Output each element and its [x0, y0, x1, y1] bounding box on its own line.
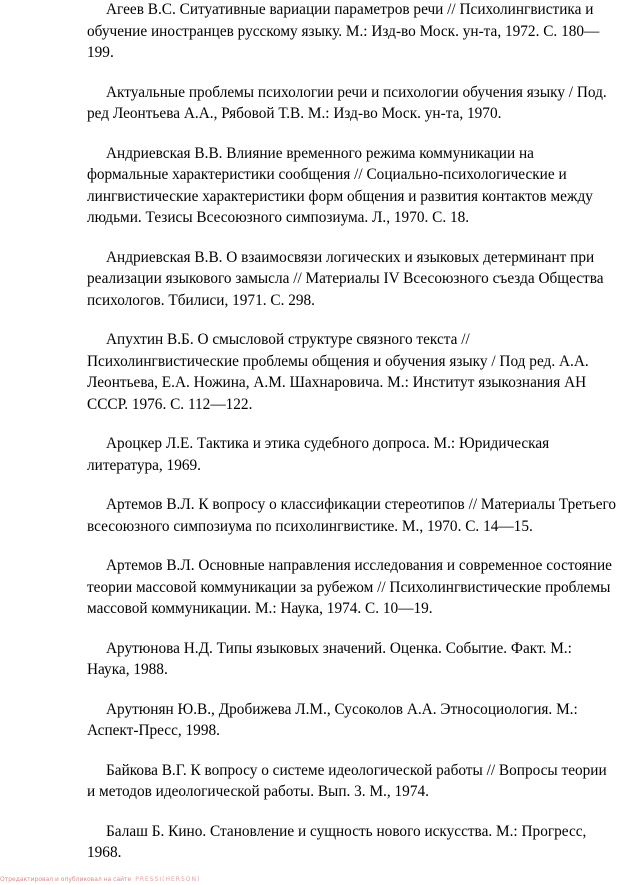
bibliography-list	[87, 0, 617, 882]
publisher-watermark: PRESSI(HERSON)	[135, 876, 201, 883]
bibliography-entry: Ароцкер Л.Е. Тактика и этика судебного допроса. М.: Юридическая литература, 1969.	[87, 435, 550, 474]
bibliography-entry: Актуальные проблемы психологии речи и психологии обучения языку / Под. ред Леонтьева А.А., Рябовой Т.В. М.: Изд-во Моск. ун-та, 1970.	[87, 83, 607, 122]
bibliography-entry: Артемов В.Л. К вопросу о классификации стереотипов // Материалы Третьего всесоюзного симпозиума по психолингвистике. М., 1970. С. 14—15.	[87, 496, 617, 535]
bibliography-entry: Агеев В.С. Ситуативные вариации параметров речи // Психолингвистика и обучение иностранцев русскому языку. М.: Изд-во Моск. ун-та, 1972. С. 180—199.	[87, 1, 600, 61]
bibliography-entry: Андриевская В.В. О взаимосвязи логических и языковых детерминант при реализации языкового замысла // Материалы IV Всесоюзного съезда Общества психологов. Тбилиси, 1971. С. 298.	[87, 248, 604, 309]
bibliography-entry: Арутюнова Н.Д. Типы языковых значений. Оценка. Событие. Факт. М.: Наука, 1988.	[87, 639, 572, 678]
bibliography-entry: Балаш Б. Кино. Становление и сущность нового искусства. М.: Прогресс, 1968.	[87, 822, 587, 861]
bibliography-entry: Апухтин В.Б. О смысловой структуре связного текста // Психолингвистические проблемы общения и обучения языку / Под ред. А.А. Леонтьева, Е.А. Ножина, А.М. Шахнаровича. М.: Институт языкознания АН СССР. 1976. С. 112—122.	[87, 331, 589, 413]
bibliography-entry: Байкова В.Г. К вопросу о системе идеологической работы // Вопросы теории и методов идеологической работы. Вып. 3. М., 1974.	[87, 761, 607, 800]
publisher-footer	[0, 876, 200, 884]
publisher-footer-link[interactable]: Отредактировал и опубликовал на сайте	[0, 876, 132, 883]
bibliography-entry: Арутюнян Ю.В., Дробижева Л.М., Сусоколов А.А. Этносоциология. М.: Аспект-Пресс, 1998.	[87, 700, 578, 739]
bibliography-entry: Андриевская В.В. Влияние временного режима коммуникации на формальные характеристики сообщения // Социально-психологические и лингвистические характеристики форм общения и развития контактов между людьми. Тезисы Всесоюзного симпозиума. Л., 1970. С. 18.	[87, 144, 593, 226]
bibliography-entry: Артемов В.Л. Основные направления исследования и современное состояние теории массовой коммуникации за рубежом // Психолингвистические проблемы массовой коммуникации. М.: Наука, 1974. С. 10—19.	[87, 557, 612, 617]
